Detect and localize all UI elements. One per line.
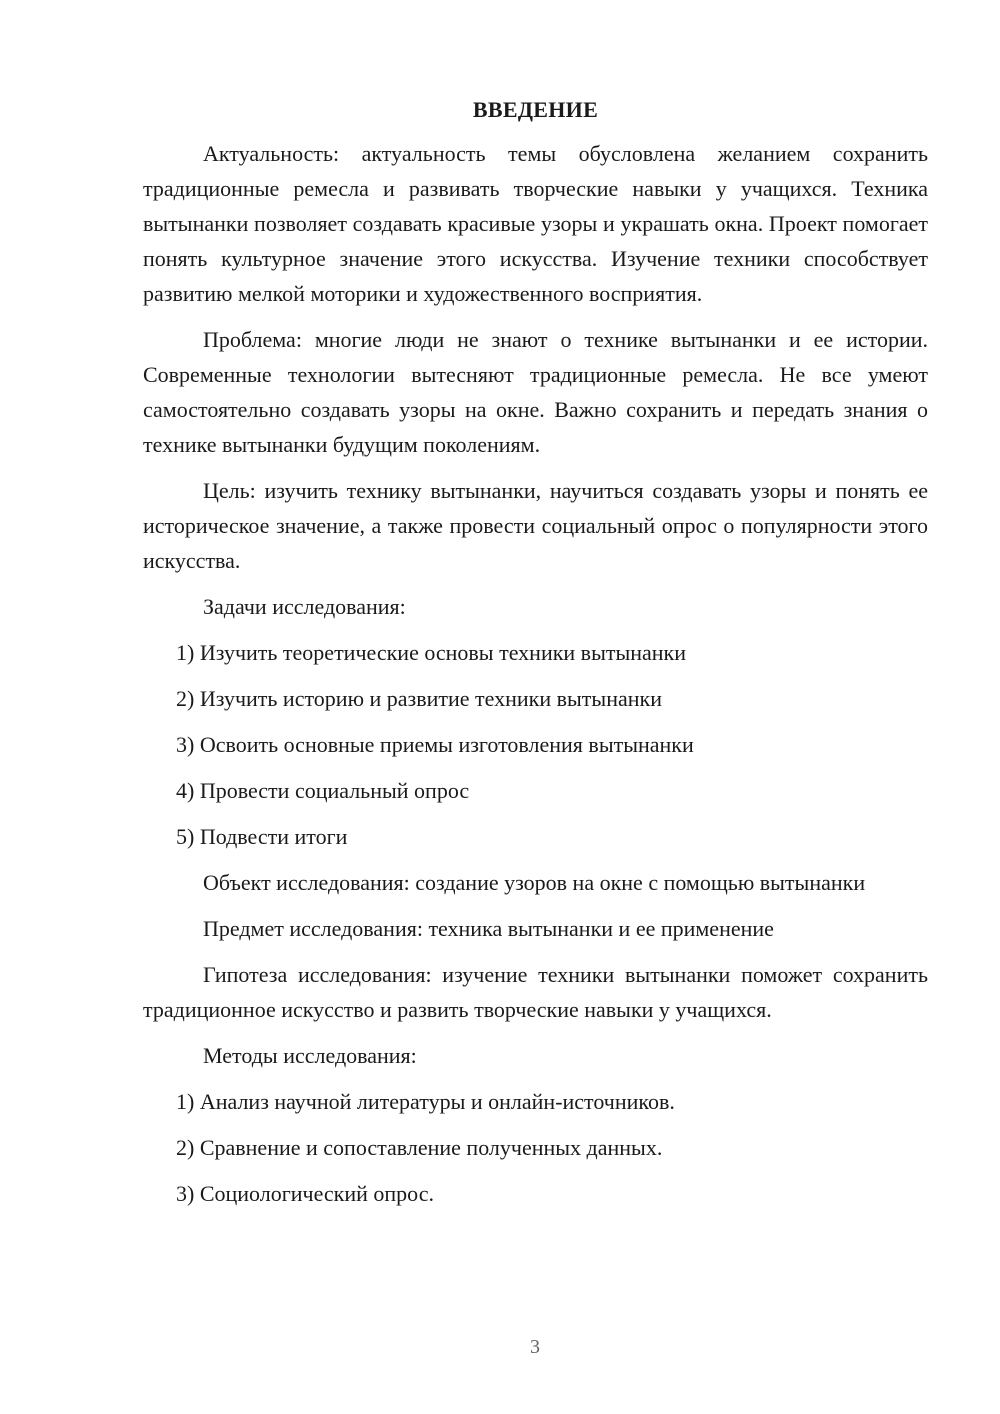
methods-heading: Методы исследования: bbox=[203, 1043, 417, 1068]
page-title: ВВЕДЕНИЕ bbox=[472, 97, 599, 122]
subject-paragraph: Предмет исследования: техника вытынанки и ее применение bbox=[203, 916, 774, 941]
list-item: 2) Сравнение и сопоставление полученных данных. bbox=[176, 1135, 663, 1160]
list-item: 3) Освоить основные приемы изготовления вытынанки bbox=[176, 732, 694, 757]
goal-paragraph: Цель: изучить технику вытынанки, научиться создавать узоры и понять ее историческое значение, а также провести социальный опрос о популярности этого искусства. bbox=[143, 478, 928, 573]
tasks-heading: Задачи исследования: bbox=[203, 594, 406, 619]
list-item: 2) Изучить историю и развитие техники вытынанки bbox=[176, 686, 662, 711]
methods-list bbox=[143, 1084, 928, 1211]
list-item: 5) Подвести итоги bbox=[176, 824, 348, 849]
page-number: 3 bbox=[530, 1336, 540, 1358]
list-item: 3) Социологический опрос. bbox=[176, 1181, 434, 1206]
relevance-paragraph: Актуальность: актуальность темы обусловлена желанием сохранить традиционные ремесла и развивать творческие навыки у учащихся. Техника вытынанки позволяет создавать красивые узоры и украшать окна. Проект помогает понять культурное значение этого искусства. Изучение техники способствует развитию мелкой моторики и художественного восприятия. bbox=[143, 141, 928, 306]
list-item: 4) Провести социальный опрос bbox=[176, 778, 470, 803]
document-page bbox=[143, 94, 928, 1222]
hypothesis-paragraph: Гипотеза исследования: изучение техники вытынанки поможет сохранить традиционное искусство и развить творческие навыки у учащихся. bbox=[143, 962, 928, 1022]
list-item: 1) Изучить теоретические основы техники вытынанки bbox=[176, 640, 687, 665]
list-item: 1) Анализ научной литературы и онлайн-источников. bbox=[176, 1089, 675, 1114]
tasks-list bbox=[143, 635, 928, 854]
object-paragraph: Объект исследования: создание узоров на окне с помощью вытынанки bbox=[203, 870, 866, 895]
problem-paragraph: Проблема: многие люди не знают о технике вытынанки и ее истории. Современные технологии вытесняют традиционные ремесла. Не все умеют самостоятельно создавать узоры на окне. Важно сохранить и передать знания о технике вытынанки будущим поколениям. bbox=[143, 327, 928, 457]
